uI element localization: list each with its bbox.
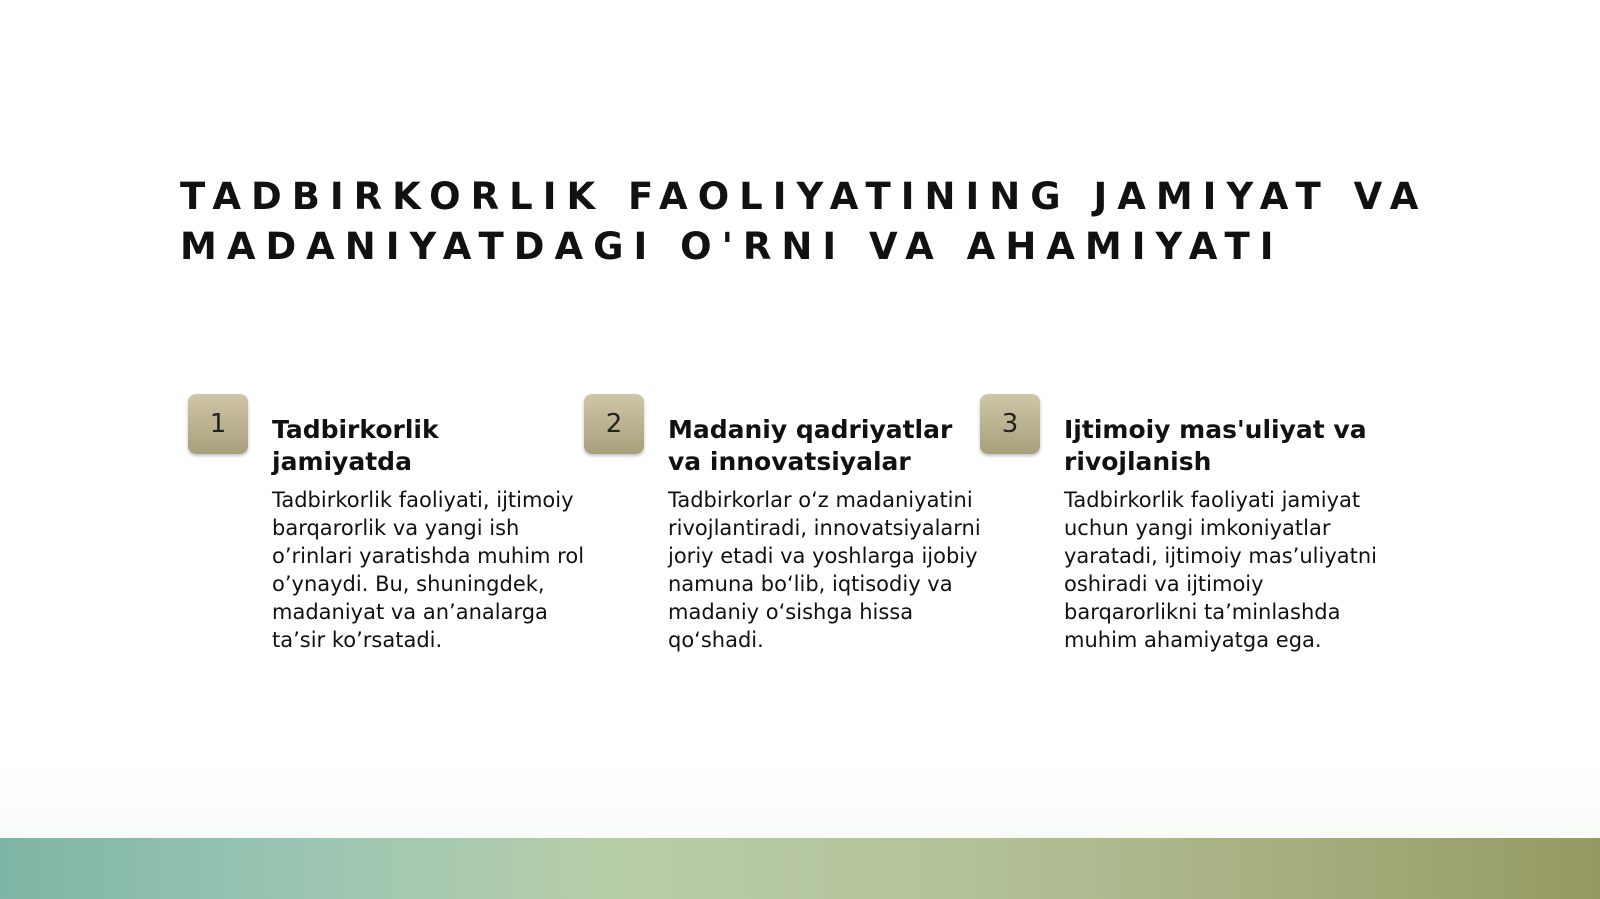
card-heading (1064, 414, 1367, 478)
card-heading-line: va innovatsiyalar (668, 447, 911, 476)
number-badge-2: 2 (584, 394, 644, 454)
card-body-line: Tadbirkorlar o‘z madaniyatini (668, 488, 973, 512)
card-body-line: namuna bo‘lib, iqtisodiy va (668, 572, 953, 596)
card-body-line: madaniy o‘sishga hissa (668, 600, 914, 624)
card-body (668, 486, 981, 654)
card-body-line: qo‘shadi. (668, 628, 764, 652)
footer-fade (0, 760, 1600, 838)
card-heading (272, 414, 568, 478)
card-body-line: barqarorlikni ta’minlashda (1064, 600, 1341, 624)
card-body-line: madaniyat va an’analarga (272, 600, 548, 624)
card-body-line: oshiradi va ijtimoiy (1064, 572, 1264, 596)
card-madaniy-qadriyatlar (584, 394, 981, 664)
slide-title (180, 172, 1580, 272)
card-body-line: muhim ahamiyatga ega. (1064, 628, 1322, 652)
card-tadbirkorlik-jamiyatda (188, 394, 585, 664)
card-body (272, 486, 585, 654)
card-body-line: uchun yangi imkoniyatlar (1064, 516, 1331, 540)
card-body-line: joriy etadi va yoshlarga ijobiy (668, 544, 978, 568)
card-heading-line: Tadbirkorlik (272, 415, 439, 444)
card-ijtimoiy-masuliyat (980, 394, 1377, 664)
slide-title-line-1: TADBIRKORLIK FAOLIYATINING JAMIYAT VA (180, 175, 1429, 218)
card-body-line: Tadbirkorlik faoliyati, ijtimoiy (272, 488, 574, 512)
card-body-line: ta’sir ko’rsatadi. (272, 628, 443, 652)
card-body-line: Tadbirkorlik faoliyati jamiyat (1064, 488, 1361, 512)
card-body-line: o’rinlari yaratishda muhim rol (272, 544, 585, 568)
card-body (1064, 486, 1377, 654)
card-body-line: rivojlantiradi, innovatsiyalarni (668, 516, 981, 540)
slide-title-line-2: MADANIYATDAGI O'RNI VA AHAMIYATI (180, 225, 1284, 268)
card-body-line: barqarorlik va yangi ish (272, 516, 520, 540)
card-heading (668, 414, 964, 478)
footer-gradient-band (0, 838, 1600, 899)
card-heading-line: rivojlanish (1064, 447, 1212, 476)
card-heading-line: Madaniy qadriyatlar (668, 415, 953, 444)
card-heading-line: jamiyatda (272, 447, 412, 476)
card-body-line: o’ynaydi. Bu, shuningdek, (272, 572, 545, 596)
number-badge-1: 1 (188, 394, 248, 454)
card-body-line: yaratadi, ijtimoiy mas’uliyatni (1064, 544, 1377, 568)
number-badge-3: 3 (980, 394, 1040, 454)
card-heading-line: Ijtimoiy mas'uliyat va (1064, 415, 1367, 444)
